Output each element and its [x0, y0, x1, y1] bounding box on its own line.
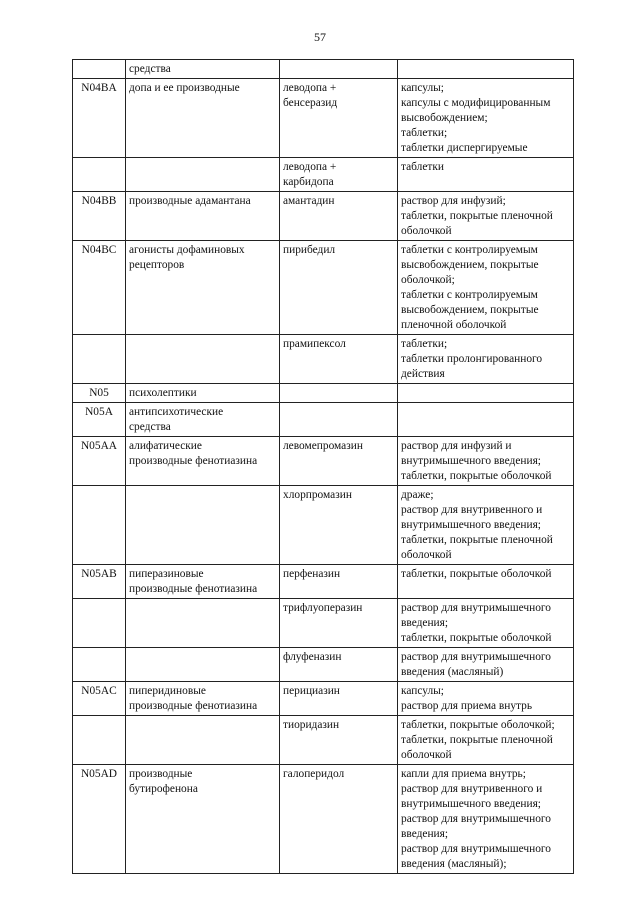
atc-code-cell: [73, 486, 126, 565]
dosage-form-cell: раствор для инфузий и внутримышечного введения; таблетки, покрытые оболочкой: [398, 437, 574, 486]
dosage-form-cell: [398, 384, 574, 403]
dosage-form-cell: таблетки; таблетки пролонгированного действия: [398, 335, 574, 384]
drug-name-cell: тиоридазин: [280, 716, 398, 765]
dosage-form-cell: [398, 403, 574, 437]
anatomical-group-cell: пиперидиновые производные фенотиазина: [126, 682, 280, 716]
atc-code-cell: [73, 599, 126, 648]
drug-name-cell: леводопа + карбидопа: [280, 158, 398, 192]
drug-classification-table: [72, 59, 574, 874]
anatomical-group-cell: антипсихотические средства: [126, 403, 280, 437]
dosage-form-cell: капли для приема внутрь; раствор для внутривенного и внутримышечного введения; раствор для внутримышечного введения; раствор для внутримышечного введения (масляный);: [398, 765, 574, 874]
table-row: [73, 241, 574, 335]
drug-name-cell: перфеназин: [280, 565, 398, 599]
dosage-form-cell: капсулы; раствор для приема внутрь: [398, 682, 574, 716]
table-row: [73, 648, 574, 682]
table-row: [73, 335, 574, 384]
drug-name-cell: левомепромазин: [280, 437, 398, 486]
atc-code-cell: N04BC: [73, 241, 126, 335]
dosage-form-cell: капсулы; капсулы с модифицированным высвобождением; таблетки; таблетки диспергируемые: [398, 79, 574, 158]
atc-code-cell: [73, 716, 126, 765]
atc-code-cell: [73, 648, 126, 682]
table-row: [73, 765, 574, 874]
drug-name-cell: прамипексол: [280, 335, 398, 384]
anatomical-group-cell: [126, 335, 280, 384]
drug-name-cell: перициазин: [280, 682, 398, 716]
dosage-form-cell: таблетки, покрытые оболочкой: [398, 565, 574, 599]
table-row: [73, 682, 574, 716]
atc-code-cell: N05AD: [73, 765, 126, 874]
table-row: [73, 384, 574, 403]
anatomical-group-cell: агонисты дофаминовых рецепторов: [126, 241, 280, 335]
atc-code-cell: N04BA: [73, 79, 126, 158]
atc-code-cell: N05AC: [73, 682, 126, 716]
dosage-form-cell: [398, 60, 574, 79]
table-body: [73, 60, 574, 874]
table-row: [73, 437, 574, 486]
table-row: [73, 565, 574, 599]
table-row: [73, 79, 574, 158]
anatomical-group-cell: [126, 716, 280, 765]
page-number: 57: [314, 30, 326, 44]
dosage-form-cell: таблетки с контролируемым высвобождением, покрытые оболочкой; таблетки с контролируемым высвобождением, покрытые пленочной оболочкой: [398, 241, 574, 335]
dosage-form-cell: раствор для внутримышечного введения; таблетки, покрытые оболочкой: [398, 599, 574, 648]
atc-code-cell: N05A: [73, 403, 126, 437]
drug-name-cell: амантадин: [280, 192, 398, 241]
drug-name-cell: леводопа + бенсеразид: [280, 79, 398, 158]
anatomical-group-cell: [126, 599, 280, 648]
table-row: [73, 599, 574, 648]
anatomical-group-cell: [126, 648, 280, 682]
table-row: [73, 192, 574, 241]
dosage-form-cell: таблетки, покрытые оболочкой; таблетки, покрытые пленочной оболочкой: [398, 716, 574, 765]
anatomical-group-cell: средства: [126, 60, 280, 79]
table-row: [73, 60, 574, 79]
atc-code-cell: [73, 158, 126, 192]
anatomical-group-cell: [126, 158, 280, 192]
table-row: [73, 716, 574, 765]
anatomical-group-cell: пиперазиновые производные фенотиазина: [126, 565, 280, 599]
anatomical-group-cell: [126, 486, 280, 565]
drug-name-cell: хлорпромазин: [280, 486, 398, 565]
table-row: [73, 403, 574, 437]
drug-name-cell: [280, 60, 398, 79]
anatomical-group-cell: алифатические производные фенотиазина: [126, 437, 280, 486]
dosage-form-cell: драже; раствор для внутривенного и внутримышечного введения; таблетки, покрытые пленочной оболочкой: [398, 486, 574, 565]
drug-name-cell: [280, 384, 398, 403]
anatomical-group-cell: допа и ее производные: [126, 79, 280, 158]
table-row: [73, 158, 574, 192]
dosage-form-cell: раствор для внутримышечного введения (масляный): [398, 648, 574, 682]
atc-code-cell: N05AB: [73, 565, 126, 599]
atc-code-cell: N05AA: [73, 437, 126, 486]
anatomical-group-cell: производные адамантана: [126, 192, 280, 241]
anatomical-group-cell: производные бутирофенона: [126, 765, 280, 874]
atc-code-cell: N05: [73, 384, 126, 403]
table-row: [73, 486, 574, 565]
drug-name-cell: пирибедил: [280, 241, 398, 335]
atc-code-cell: [73, 335, 126, 384]
dosage-form-cell: таблетки: [398, 158, 574, 192]
drug-name-cell: трифлуоперазин: [280, 599, 398, 648]
anatomical-group-cell: психолептики: [126, 384, 280, 403]
atc-code-cell: N04BB: [73, 192, 126, 241]
dosage-form-cell: раствор для инфузий; таблетки, покрытые пленочной оболочкой: [398, 192, 574, 241]
drug-name-cell: [280, 403, 398, 437]
drug-name-cell: галоперидол: [280, 765, 398, 874]
atc-code-cell: [73, 60, 126, 79]
drug-name-cell: флуфеназин: [280, 648, 398, 682]
